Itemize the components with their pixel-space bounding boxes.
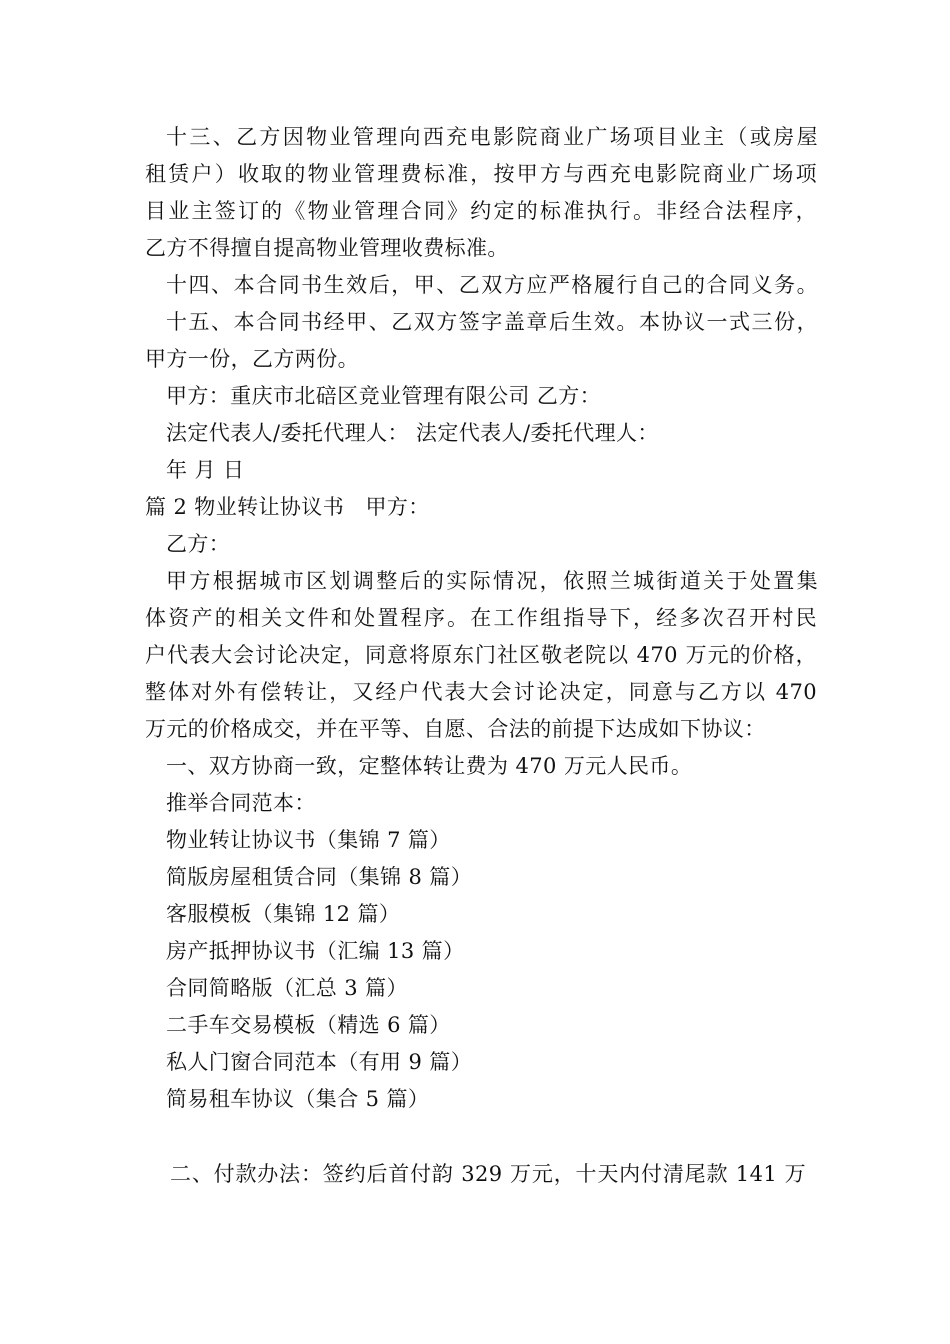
recommend-link-4[interactable]: 房产抵押协议书（汇编 13 篇）	[166, 939, 465, 963]
paragraph-14: 十四、本合同书生效后，甲、乙双方应严格履行自己的合同义务。	[166, 273, 818, 297]
recommend-link-8[interactable]: 简易租车协议（集合 5 篇）	[166, 1087, 430, 1111]
paragraph-intro-line-5: 万元的价格成交，并在平等、自愿、合法的前提下达成如下协议：	[145, 717, 766, 741]
section-2-title: 篇 2 物业转让协议书 甲方：	[145, 495, 430, 519]
recommend-link-3[interactable]: 客服模板（集锦 12 篇）	[166, 902, 401, 926]
clause-1: 一、双方协商一致，定整体转让费为 470 万元人民币。	[166, 754, 693, 778]
recommend-link-2[interactable]: 简版房屋租赁合同（集锦 8 篇）	[166, 865, 473, 889]
recommend-link-7[interactable]: 私人门窗合同范本（有用 9 篇）	[166, 1050, 473, 1074]
paragraph-intro-line-4: 整体对外有偿转让，又经户代表大会讨论决定，同意与乙方以 470	[145, 680, 817, 704]
recommend-link-6[interactable]: 二手车交易模板（精选 6 篇）	[166, 1013, 451, 1037]
clause-2-line-1: 二、付款办法：签约后首付韵 329 万元，十天内付清尾款 141 万	[170, 1162, 806, 1186]
paragraph-13-line-3: 目业主签订的《物业管理合同》约定的标准执行。非经合法程序，	[145, 199, 817, 223]
recommend-link-1[interactable]: 物业转让协议书（集锦 7 篇）	[166, 828, 451, 852]
party-b-label: 乙方：	[166, 532, 231, 556]
paragraph-13-line-1: 十三、乙方因物业管理向西充电影院商业广场项目业主（或房屋	[166, 125, 818, 149]
recommend-heading: 推举合同范本：	[166, 791, 316, 815]
paragraph-15-line-1: 十五、本合同书经甲、乙双方签字盖章后生效。本协议一式三份，	[166, 310, 818, 334]
date-line: 年 月 日	[166, 458, 245, 482]
paragraph-intro-line-3: 户代表大会讨论决定，同意将原东门社区敬老院以 470 万元的价格，	[145, 643, 817, 667]
paragraph-intro-line-1: 甲方根据城市区划调整后的实际情况，依照兰城街道关于处置集	[166, 569, 818, 593]
paragraph-13-line-4: 乙方不得擅自提高物业管理收费标准。	[145, 236, 509, 260]
party-a-line: 甲方：重庆市北碚区竞业管理有限公司 乙方：	[166, 384, 602, 408]
recommend-link-5[interactable]: 合同简略版（汇总 3 篇）	[166, 976, 408, 1000]
paragraph-intro-line-2: 体资产的相关文件和处置程序。在工作组指导下，经多次召开村民	[145, 606, 817, 630]
paragraph-15-line-2: 甲方一份，乙方两份。	[145, 347, 359, 371]
representative-line: 法定代表人/委托代理人： 法定代表人/委托代理人：	[166, 421, 659, 445]
paragraph-13-line-2: 租赁户）收取的物业管理费标准，按甲方与西充电影院商业广场项	[145, 162, 817, 186]
